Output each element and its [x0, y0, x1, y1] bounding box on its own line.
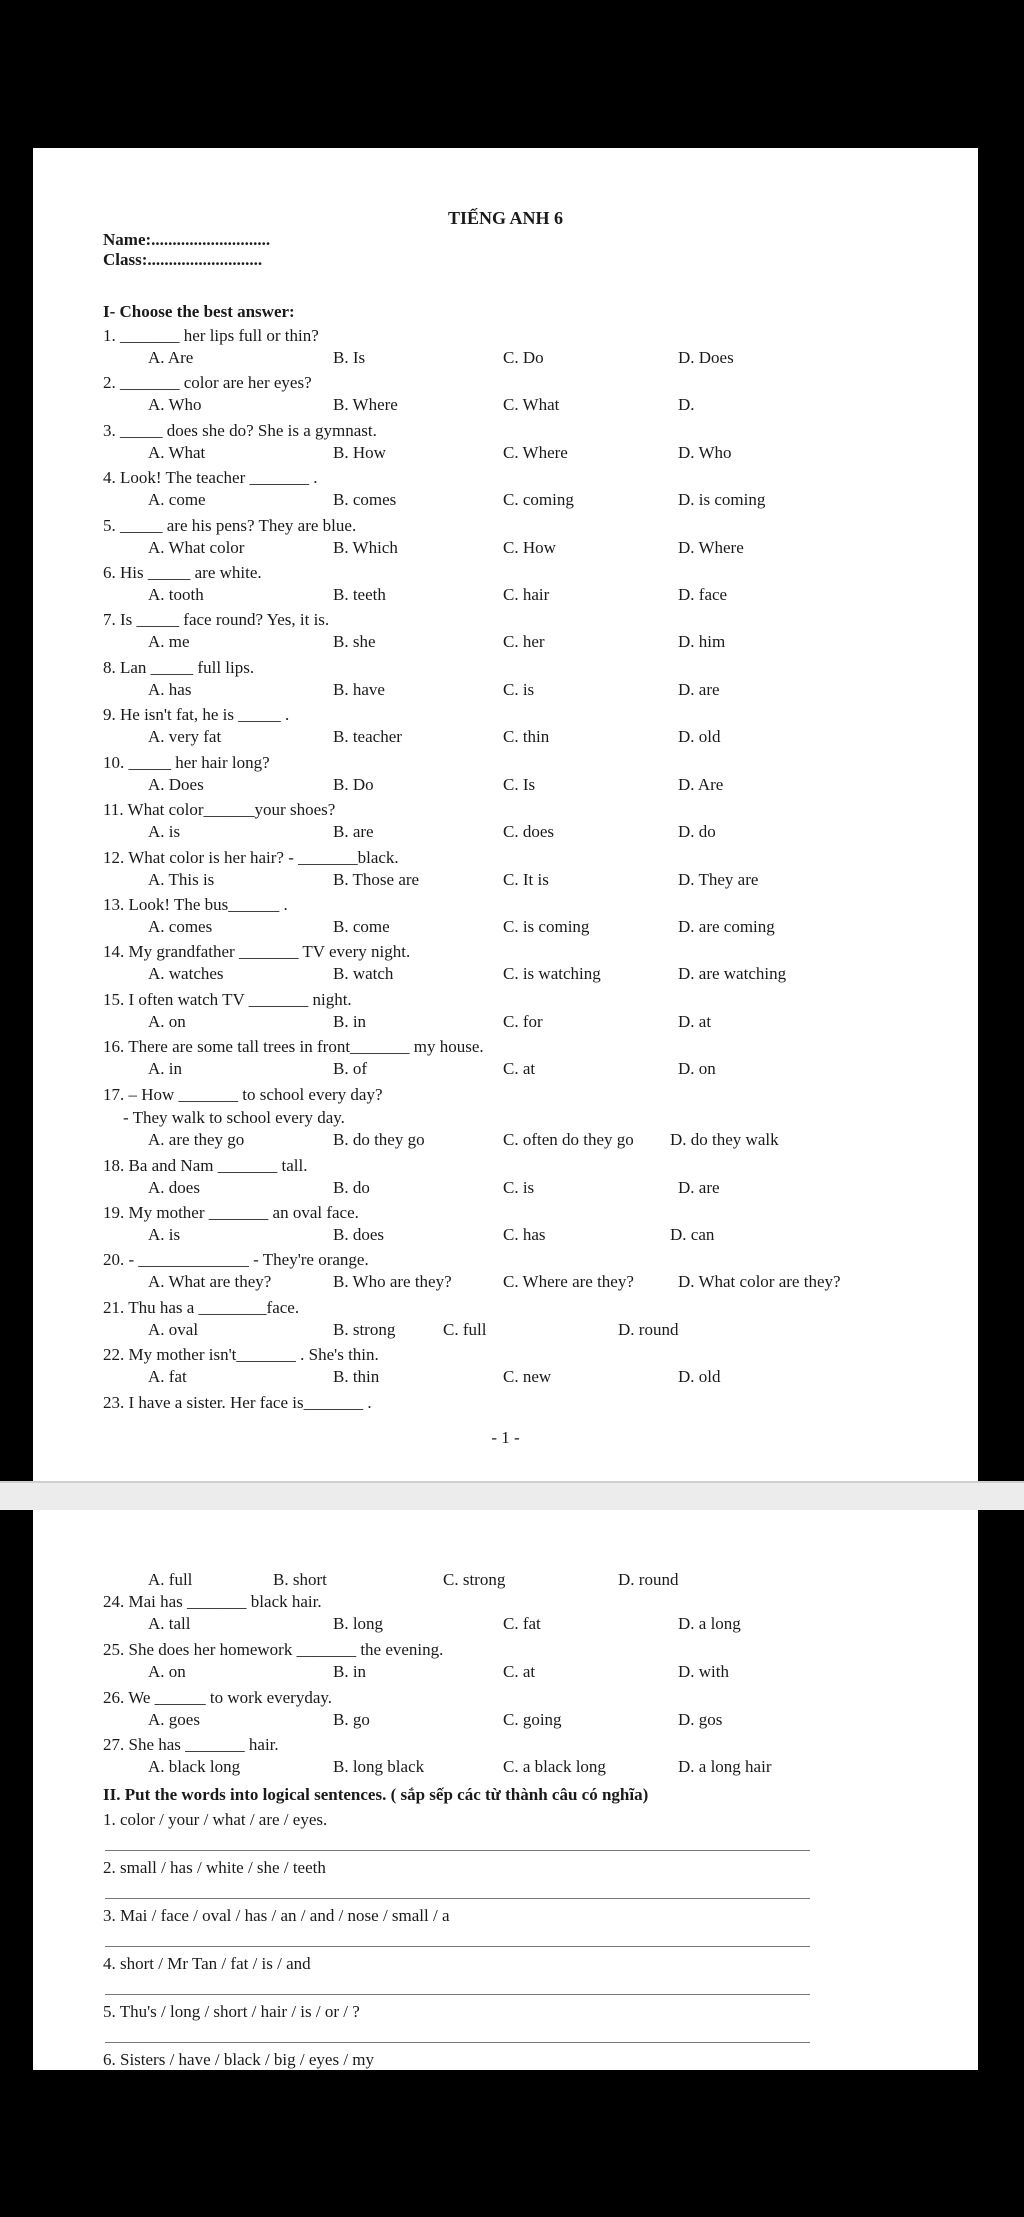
answer-option: B. have — [333, 680, 385, 699]
answer-option: A. fat — [148, 1367, 187, 1386]
answer-option: B. Do — [333, 775, 374, 794]
answer-option: C. strong — [443, 1570, 506, 1589]
answer-option: A. on — [148, 1012, 186, 1031]
answer-option: C. full — [443, 1320, 487, 1339]
question-stem: 16. There are some tall trees in front_______ my house. — [103, 1037, 484, 1056]
answer-option: C. Do — [503, 348, 544, 367]
answer-option: C. thin — [503, 727, 550, 746]
answer-option: D. at — [678, 1012, 712, 1031]
answer-option: A. What are they? — [148, 1272, 272, 1291]
answer-option: A. tall — [148, 1614, 191, 1633]
answer-option: C. at — [503, 1059, 536, 1078]
sentence-prompt: 3. Mai / face / oval / has / an / and / nose / small / a — [103, 1906, 450, 1925]
answer-option: B. Those are — [333, 870, 420, 889]
answer-option: B. in — [333, 1662, 367, 1681]
answer-option: B. Where — [333, 395, 398, 414]
answer-option: A. come — [148, 490, 206, 509]
answer-option: C. coming — [503, 490, 574, 509]
answer-option: B. Who are they? — [333, 1272, 452, 1291]
answer-option: C. for — [503, 1012, 543, 1031]
answer-option: A. does — [148, 1178, 200, 1197]
question-stem: 18. Ba and Nam _______ tall. — [103, 1156, 308, 1175]
answer-option: D. gos — [678, 1710, 723, 1729]
answer-option: D. old — [678, 727, 721, 746]
section-1-title: I- Choose the best answer: — [103, 302, 295, 321]
answer-option: B. How — [333, 443, 386, 462]
question-stem: 19. My mother _______ an oval face. — [103, 1203, 359, 1222]
question-stem: 2. _______ color are her eyes? — [103, 373, 312, 392]
answer-option: D. Are — [678, 775, 724, 794]
answer-option: A. black long — [148, 1757, 241, 1776]
page-gap — [0, 1483, 1024, 1510]
answer-option: B. thin — [333, 1367, 380, 1386]
answer-option: A. me — [148, 632, 190, 651]
answer-option: A. goes — [148, 1710, 200, 1729]
answer-option: B. do they go — [333, 1130, 425, 1149]
answer-line — [105, 2042, 810, 2043]
answer-option: C. What — [503, 395, 560, 414]
answer-option: C. does — [503, 822, 554, 841]
answer-option: D. round — [618, 1320, 679, 1339]
question-stem: 5. _____ are his pens? They are blue. — [103, 516, 357, 535]
answer-option: C. is coming — [503, 917, 590, 936]
answer-option: D. Who — [678, 443, 732, 462]
answer-option: D. a long hair — [678, 1757, 772, 1776]
answer-line — [105, 1898, 810, 1899]
question-stem: - They walk to school every day. — [123, 1108, 345, 1127]
answer-option: B. come — [333, 917, 390, 936]
answer-option: B. teeth — [333, 585, 386, 604]
answer-option: C. a black long — [503, 1757, 606, 1776]
answer-option: C. How — [503, 538, 556, 557]
answer-option: D. do — [678, 822, 716, 841]
answer-option: C. new — [503, 1367, 552, 1386]
answer-option: A. are they go — [148, 1130, 245, 1149]
answer-option: B. are — [333, 822, 374, 841]
answer-option: C. Where are they? — [503, 1272, 634, 1291]
answer-option: D. can — [670, 1225, 715, 1244]
answer-option: D. round — [618, 1570, 679, 1589]
answer-line — [105, 1994, 810, 1995]
question-stem: 4. Look! The teacher _______ . — [103, 468, 318, 487]
sentence-prompt: 4. short / Mr Tan / fat / is / and — [103, 1954, 311, 1973]
question-stem: 26. We ______ to work everyday. — [103, 1688, 333, 1707]
question-stem: 6. His _____ are white. — [103, 563, 262, 582]
answer-line — [105, 1850, 810, 1851]
worksheet-title: TIẾNG ANH 6 — [447, 208, 564, 228]
answer-option: C. has — [503, 1225, 546, 1244]
name-field-label: Name:............................ — [103, 230, 271, 249]
answer-option: B. comes — [333, 490, 397, 509]
answer-option: D. They are — [678, 870, 759, 889]
answer-line — [105, 1946, 810, 1947]
question-stem: 23. I have a sister. Her face is_______ . — [103, 1393, 372, 1412]
question-stem: 24. Mai has _______ black hair. — [103, 1592, 322, 1611]
worksheet-page-2 — [33, 1510, 978, 2070]
answer-option: A. What — [148, 443, 206, 462]
answer-option: A. is — [148, 822, 181, 841]
answer-option: A. on — [148, 1662, 186, 1681]
answer-option: A. is — [148, 1225, 181, 1244]
question-stem: 8. Lan _____ full lips. — [103, 658, 255, 677]
answer-option: C. going — [503, 1710, 562, 1729]
question-stem: 3. _____ does she do? She is a gymnast. — [103, 421, 377, 440]
answer-option: A. Who — [148, 395, 202, 414]
section-2-title: II. Put the words into logical sentences. ( sắp sếp các từ thành câu có nghĩa) — [103, 1785, 649, 1804]
answer-option: D. are — [678, 1178, 720, 1197]
answer-option: C. Where — [503, 443, 568, 462]
answer-option: A. in — [148, 1059, 182, 1078]
question-stem: 12. What color is her hair? - _______black. — [103, 848, 399, 867]
answer-option: D. a long — [678, 1614, 741, 1633]
answer-option: D. are — [678, 680, 720, 699]
answer-option: C. is watching — [503, 964, 601, 983]
question-stem: 9. He isn't fat, he is _____ . — [103, 705, 290, 724]
answer-option: A. full — [148, 1570, 193, 1589]
answer-option: B. strong — [333, 1320, 396, 1339]
answer-option: A. Are — [148, 348, 194, 367]
answer-option: A. watches — [148, 964, 224, 983]
question-stem: 7. Is _____ face round? Yes, it is. — [103, 610, 330, 629]
answer-option: B. short — [273, 1570, 327, 1589]
question-stem: 25. She does her homework _______ the evening. — [103, 1640, 444, 1659]
answer-option: D. face — [678, 585, 728, 604]
answer-option: C. Is — [503, 775, 536, 794]
answer-option: D. do they walk — [670, 1130, 779, 1149]
question-stem: 13. Look! The bus______ . — [103, 895, 288, 914]
answer-option: B. do — [333, 1178, 370, 1197]
answer-option: D. are coming — [678, 917, 775, 936]
answer-option: A. What color — [148, 538, 245, 557]
question-stem: 14. My grandfather _______ TV every night. — [103, 942, 411, 961]
question-stem: 27. She has _______ hair. — [103, 1735, 279, 1754]
question-stem: 1. _______ her lips full or thin? — [103, 326, 319, 345]
answer-option: B. does — [333, 1225, 384, 1244]
page-number: - 1 - — [491, 1428, 520, 1447]
answer-option: B. go — [333, 1710, 370, 1729]
answer-option: B. Is — [333, 348, 366, 367]
answer-option: C. often do they go — [503, 1130, 634, 1149]
answer-option: A. comes — [148, 917, 213, 936]
answer-option: A. tooth — [148, 585, 204, 604]
question-stem: 22. My mother isn't_______ . She's thin. — [103, 1345, 379, 1364]
sentence-prompt: 1. color / your / what / are / eyes. — [103, 1810, 328, 1829]
answer-option: C. hair — [503, 585, 550, 604]
answer-option: A. Does — [148, 775, 204, 794]
question-stem: 15. I often watch TV _______ night. — [103, 990, 352, 1009]
answer-option: C. It is — [503, 870, 549, 889]
sentence-prompt: 5. Thu's / long / short / hair / is / or / ? — [103, 2002, 360, 2021]
sentence-prompt: 2. small / has / white / she / teeth — [103, 1858, 326, 1877]
answer-option: B. watch — [333, 964, 394, 983]
answer-option: B. long — [333, 1614, 384, 1633]
sentence-prompt: 6. Sisters / have / black / big / eyes / my — [103, 2050, 375, 2069]
answer-option: D. him — [678, 632, 726, 651]
answer-option: C. fat — [503, 1614, 541, 1633]
answer-option: B. in — [333, 1012, 367, 1031]
answer-option: D. — [678, 395, 695, 414]
question-stem: 20. - _____________ - They're orange. — [103, 1250, 369, 1269]
worksheet-page-1 — [33, 148, 978, 1483]
question-stem: 10. _____ her hair long? — [103, 753, 270, 772]
answer-option: C. is — [503, 1178, 535, 1197]
question-stem: 17. – How _______ to school every day? — [103, 1085, 383, 1104]
answer-option: D. old — [678, 1367, 721, 1386]
answer-option: D. is coming — [678, 490, 766, 509]
answer-option: D. Where — [678, 538, 744, 557]
answer-option: B. Which — [333, 538, 398, 557]
answer-option: A. oval — [148, 1320, 199, 1339]
answer-option: B. teacher — [333, 727, 402, 746]
answer-option: A. very fat — [148, 727, 222, 746]
answer-option: D. are watching — [678, 964, 787, 983]
answer-option: B. of — [333, 1059, 367, 1078]
answer-option: D. with — [678, 1662, 729, 1681]
answer-option: D. on — [678, 1059, 716, 1078]
answer-option: A. has — [148, 680, 192, 699]
answer-option: C. is — [503, 680, 535, 699]
answer-option: B. she — [333, 632, 376, 651]
answer-option: A. This is — [148, 870, 215, 889]
answer-option: C. at — [503, 1662, 536, 1681]
question-stem: 21. Thu has a ________face. — [103, 1298, 300, 1317]
answer-option: C. her — [503, 632, 545, 651]
answer-option: B. long black — [333, 1757, 425, 1776]
answer-option: D. What color are they? — [678, 1272, 841, 1291]
class-field-label: Class:........................... — [103, 250, 263, 269]
answer-option: D. Does — [678, 348, 734, 367]
question-stem: 11. What color______your shoes? — [103, 800, 336, 819]
